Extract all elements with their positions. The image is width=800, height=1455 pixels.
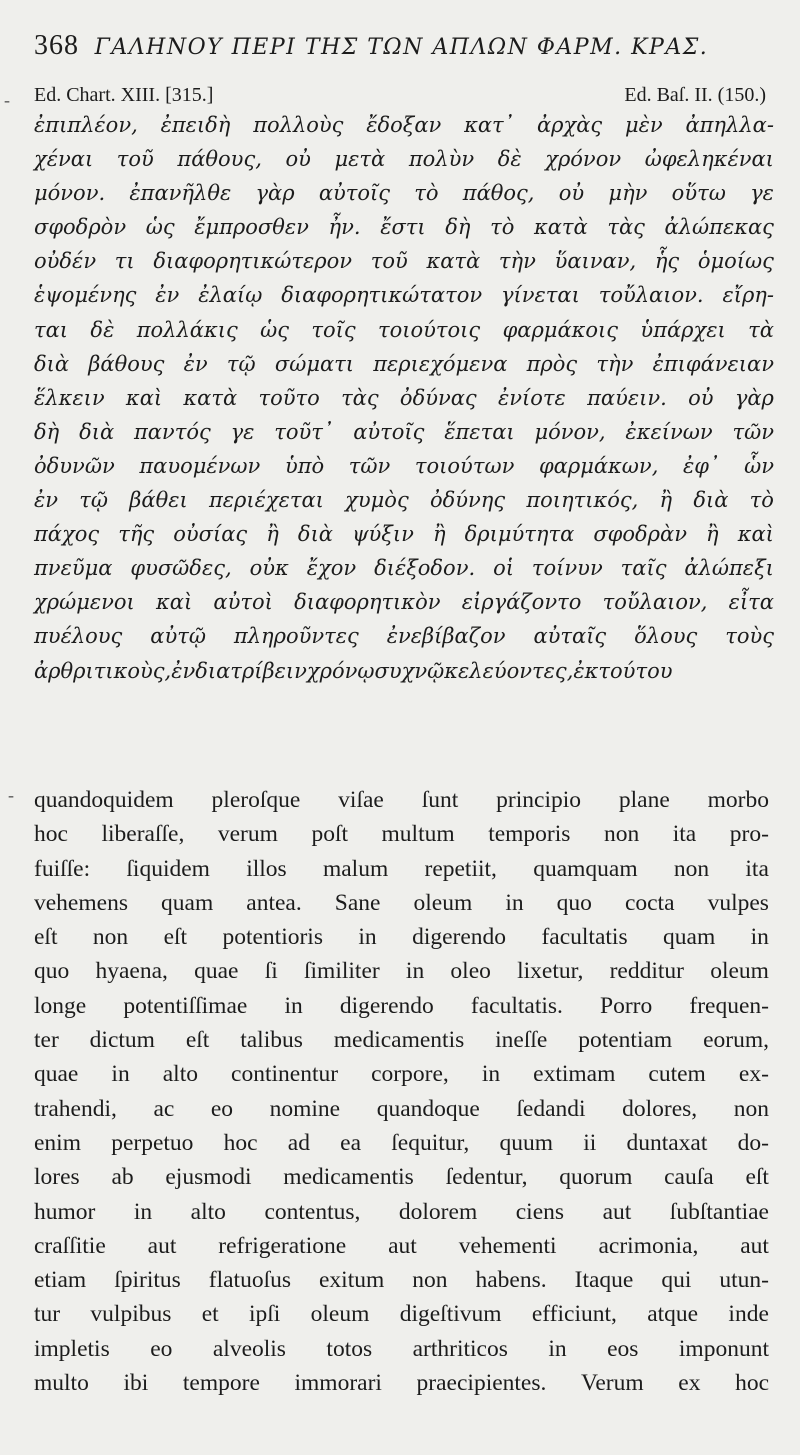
latin-text-line: enim perpetuo hoc ad ea ſequitur, quum ii duntaxat do- <box>34 1129 769 1156</box>
latin-text-line: tur vulpibus et ipſi oleum digeſtivum efficiunt, atque inde <box>34 1301 769 1328</box>
latin-text-line: humor in alto contentus, dolorem ciens aut ſubſtantiae <box>34 1198 769 1225</box>
latin-text-line: eſt non eſt potentioris in digerendo facultatis quam in <box>34 924 769 951</box>
latin-text-line: fuiſſe: ſiquidem illos malum repetiit, quamquam non ita <box>34 855 769 882</box>
latin-text-column <box>34 783 769 1400</box>
greek-text-line: ἕλκειν καὶ κατὰ τοῦτο τὰς ὀδύνας ἐνίοτε παύειν. οὐ γὰρ <box>34 385 774 410</box>
greek-text-line: ὀδυνῶν παυομένων ὑπὸ τῶν τοιούτων φαρμάκων, ἐφ᾽ ὧν <box>34 453 774 478</box>
running-head <box>34 30 774 62</box>
latin-text-line: longe potentiſſimae in digerendo facultatis. Porro frequen- <box>34 992 769 1019</box>
margin-tick: - <box>4 90 10 110</box>
greek-text-line: ἐπιπλέον, ἐπειδὴ πολλοὺς ἔδοξαν κατ᾽ ἀρχὰς μὲν ἀπηλλα- <box>34 113 774 137</box>
greek-text-line: οὐδέν τι διαφορητικώτερον τοῦ κατὰ τὴν ὕαιναν, ἧς ὁμοίως <box>34 249 774 274</box>
latin-text-line: lores ab ejusmodi medicamentis ſedentur, quorum cauſa eſt <box>34 1164 769 1191</box>
latin-text-line: quandoquidem pleroſque viſae ſunt principio plane morbo <box>34 787 769 813</box>
running-title: ΓΑΛΗΝΟΥ ΠΕΡΙ ΤΗΣ ΤΩΝ ΑΠΛΩΝ ΦΑΡΜ. ΚΡΑΣ. <box>94 35 709 60</box>
latin-text-line: craſſitie aut refrigeratione aut vehementi acrimonia, aut <box>34 1232 769 1259</box>
greek-text-line: μόνον. ἐπανῆλθε γὰρ αὐτοῖς τὸ πάθος, οὐ μὴν οὕτω γε <box>34 181 774 206</box>
greek-text-line: χρώμενοι καὶ αὐτοὶ διαφορητικὸν εἰργάζοντο τοὔλαιον, εἶτα <box>34 590 774 615</box>
latin-text-line: vehemens quam antea. Sane oleum in quo cocta vulpes <box>34 889 769 916</box>
greek-text-line: δὴ διὰ παντός γε τοῦτ᾽ αὐτοῖς ἕπεται μόνον, ἐκείνων τῶν <box>34 419 774 444</box>
latin-text-line: quae in alto continentur corpore, in extimam cutem ex- <box>34 1061 769 1088</box>
latin-text-line: trahendi, ac eo nomine quandoque ſedandi dolores, non <box>34 1095 769 1122</box>
greek-text-line: ἀρθριτικοὺς, ἐνδιατρίβειν χρόνῳ συχνῷ κελεύοντες, ἐκ τούτου <box>34 658 673 683</box>
greek-text-line: ται δὲ πολλάκις ὡς τοῖς τοιούτοις φαρμάκοις ὑπάρχει τὰ <box>34 317 774 342</box>
edition-reference-right: Ed. Baſ. II. (150.) <box>624 84 766 106</box>
latin-text-line: multo ibi tempore immorari praecipientes. Verum ex hoc <box>34 1370 769 1397</box>
greek-text-line: ἑψομένης ἐν ἐλαίῳ διαφορητικώτατον γίνεται τοὔλαιον. εἴρη- <box>34 283 774 308</box>
greek-text-line: χέναι τοῦ πάθους, οὐ μετὰ πολὺν δὲ χρόνον ὠφεληκέναι <box>34 147 774 172</box>
greek-text-line: ἐν τῷ βάθει περιέχεται χυμὸς ὀδύνης ποιητικός, ἢ διὰ τὸ <box>34 488 774 513</box>
greek-text-line: πυέλους αὐτῷ πληροῦντες ἐνεβίβαζον αὐταῖς ὅλους τοὺς <box>34 624 774 649</box>
greek-text-line: σφοδρὸν ὡς ἔμπροσθεν ἦν. ἔστι δὴ τὸ κατὰ τὰς ἀλώπεκας <box>34 215 774 240</box>
page-number: 368 <box>34 30 79 61</box>
latin-text-line: quo hyaena, quae ſi ſimiliter in oleo lixetur, redditur oleum <box>34 958 769 985</box>
latin-text-line: hoc liberaſſe, verum poſt multum temporis non ita pro- <box>34 821 769 848</box>
edition-reference-left: Ed. Chart. XIII. [315.] <box>34 84 214 106</box>
greek-text-column <box>34 108 774 688</box>
latin-text-line: etiam ſpiritus flatuoſus exitum non habens. Itaque qui utun- <box>34 1267 769 1294</box>
latin-text-line: impletis eo alveolis totos arthriticos in eos imponunt <box>34 1335 769 1362</box>
greek-text-line: πάχος τῆς οὐσίας ἢ διὰ ψύξιν ἢ δριμύτητα σφοδρὰν ἢ καὶ <box>34 522 774 547</box>
latin-text-line: ter dictum eſt talibus medicamentis ineſſe potentiam eorum, <box>34 1027 769 1054</box>
greek-text-line: διὰ βάθους ἐν τῷ σώματι περιεχόμενα πρὸς τὴν ἐπιφάνειαν <box>34 351 774 376</box>
greek-text-line: πνεῦμα φυσῶδες, οὐκ ἔχον διέξοδον. οἱ τοίνυν ταῖς ἀλώπεξι <box>34 556 774 581</box>
margin-tick: - <box>8 785 14 805</box>
